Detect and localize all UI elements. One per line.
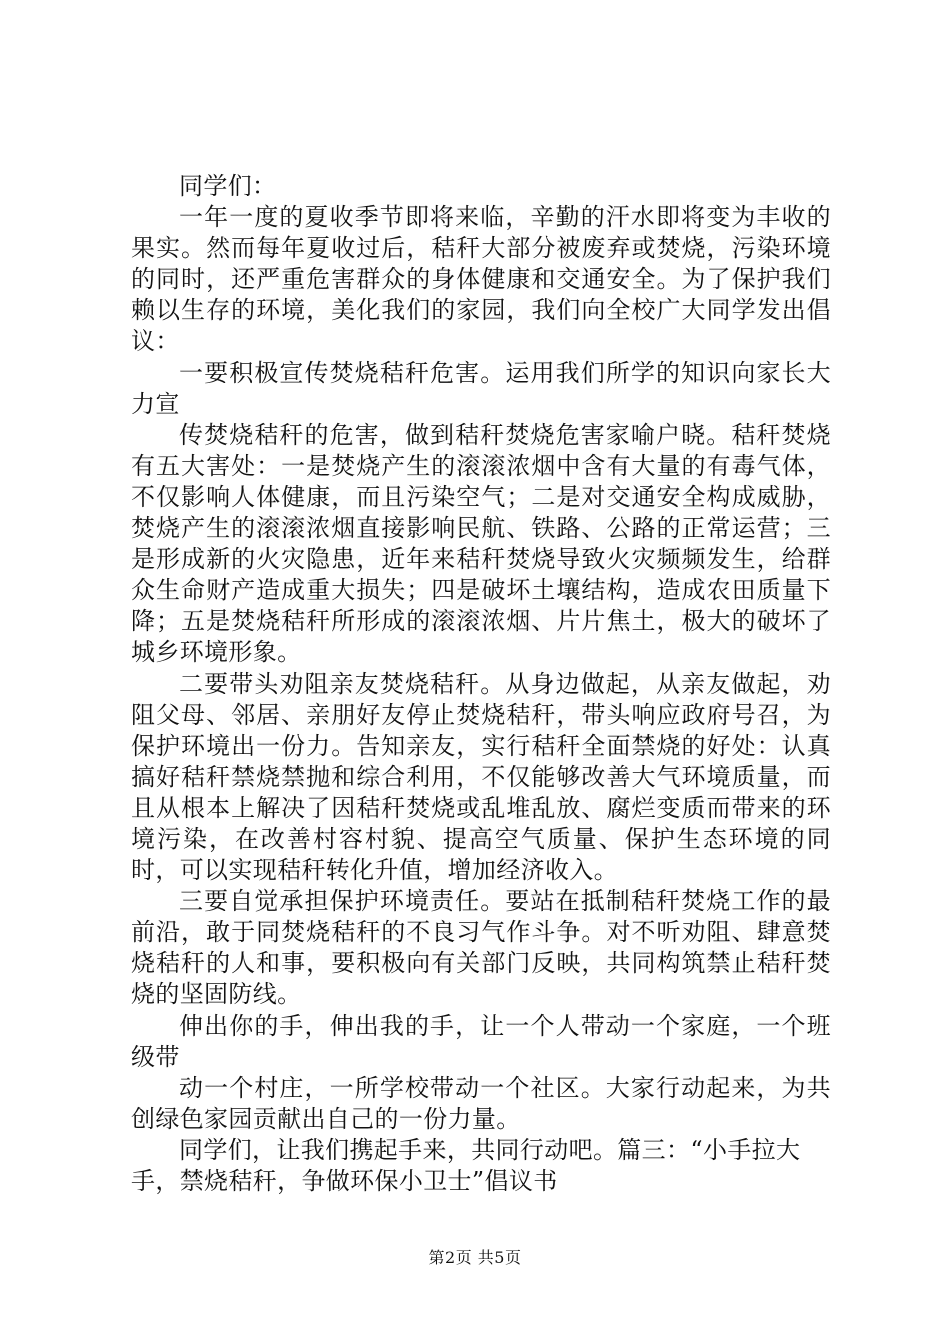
page-number-footer: 第2页 共5页 xyxy=(428,1248,522,1267)
proposal-one-heading-paragraph: 一要积极宣传焚烧秸秆危害。运用我们所学的知识向家长大力宣 xyxy=(131,358,831,418)
greeting-paragraph: 同学们： xyxy=(179,172,277,200)
call-to-action-paragraph: 伸出你的手，伸出我的手，让一个人带动一个家庭，一个班级带 xyxy=(131,1011,831,1071)
proposal-two-paragraph: 二要带头劝阻亲友焚烧秸秆。从身边做起，从亲友做起，劝阻父母、邻居、亲朋好友停止焚烧秸秆，带头响应政府号召，为保护环境出一份力。告知亲友，实行秸秆全面禁烧的好处：认真搞好秸秆禁烧禁抛和综合利用，不仅能够改善大气环境质量，而且从根本上解决了因秸秆焚烧或乱堆乱放、腐烂变质而带来的环境污染，在改善村容村貌、提高空气质量、保护生态环境的同时，可以实现秸秆转化升值，增加经济收入。 xyxy=(131,669,831,885)
intro-paragraph: 一年一度的夏收季节即将来临，辛勤的汗水即将变为丰收的果实。然而每年夏收过后，秸秆大部分被废弃或焚烧，污染环境的同时，还严重危害群众的身体健康和交通安全。为了保护我们赖以生存的环境，美化我们的家园，我们向全校广大同学发出倡议： xyxy=(131,203,831,356)
call-to-action-continued-paragraph: 动一个村庄，一所学校带动一个社区。大家行动起来，为共创绿色家园贡献出自己的一份力量。 xyxy=(131,1073,831,1133)
proposal-one-detail-paragraph: 传焚烧秸秆的危害，做到秸秆焚烧危害家喻户晓。秸秆焚烧有五大害处：一是焚烧产生的滚滚浓烟中含有大量的有毒气体，不仅影响人体健康，而且污染空气；二是对交通安全构成威胁，焚烧产生的滚滚浓烟直接影响民航、铁路、公路的正常运营；三是形成新的火灾隐患，近年来秸秆焚烧导致火灾频频发生，给群众生命财产造成重大损失；四是破坏土壤结构，造成农田质量下降；五是焚烧秸秆所形成的滚滚浓烟、片片焦土，极大的破坏了城乡环境形象。 xyxy=(131,420,831,667)
closing-paragraph: 同学们，让我们携起手来，共同行动吧。篇三：“小手拉大手，禁烧秸秆，争做环保小卫士”倡议书 xyxy=(131,1135,801,1195)
proposal-three-paragraph: 三要自觉承担保护环境责任。要站在抵制秸秆焚烧工作的最前沿，敢于同焚烧秸秆的不良习气作斗争。对不听劝阻、肆意焚烧秸秆的人和事，要积极向有关部门反映，共同构筑禁止秸秆焚烧的坚固防线。 xyxy=(131,887,831,1009)
document-body xyxy=(131,171,831,1197)
